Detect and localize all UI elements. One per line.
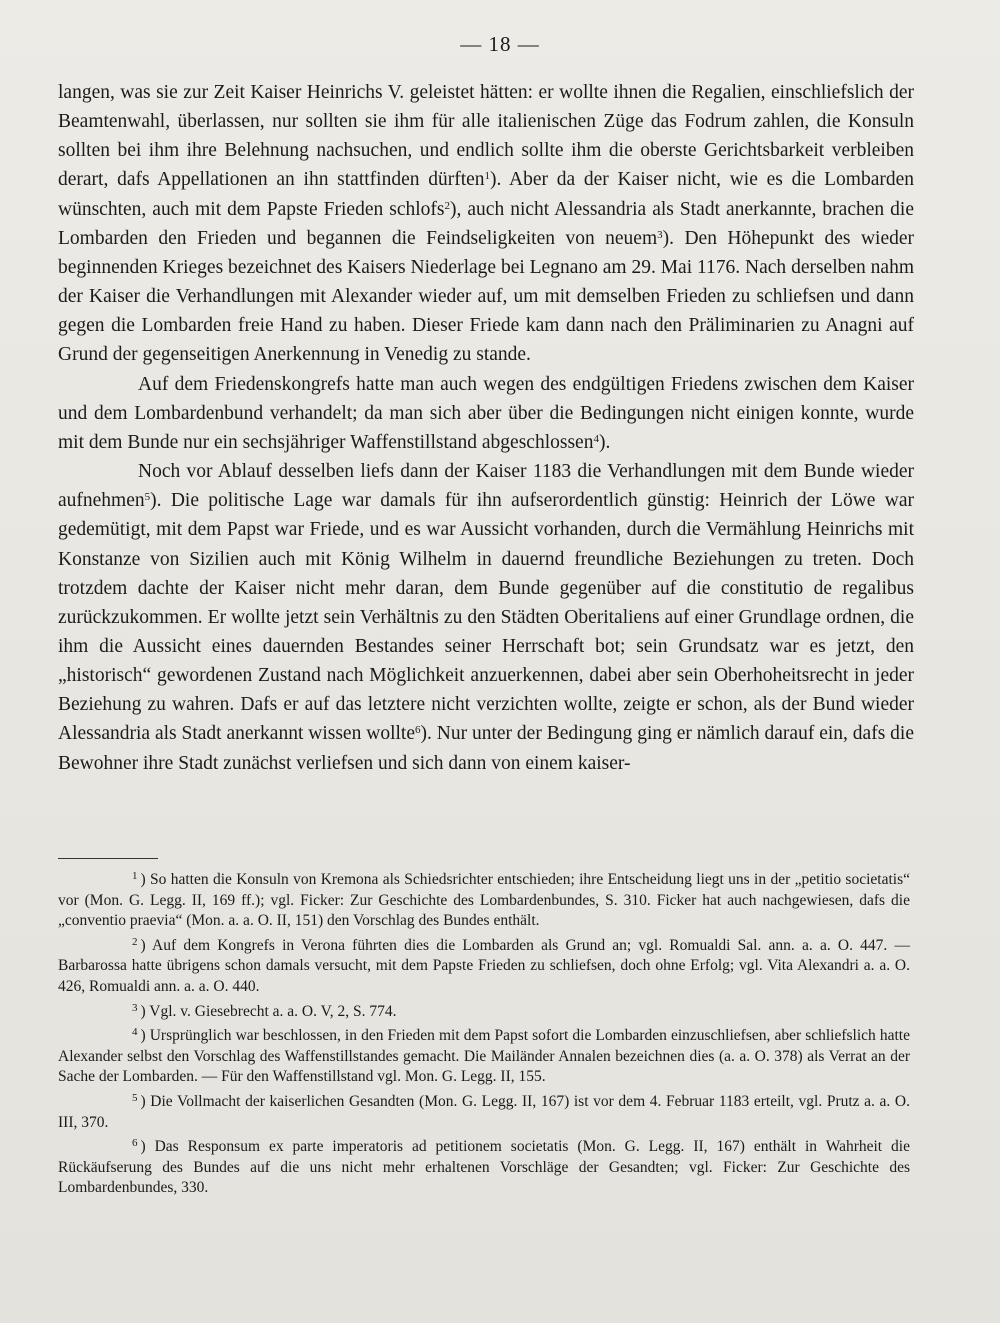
footnote-reference: 2 xyxy=(444,199,450,212)
page-number: — 18 — xyxy=(460,32,540,56)
footnote-reference: 5 xyxy=(144,491,151,504)
footnote-reference: 4 xyxy=(593,432,599,445)
footnote-text: ) Ursprünglich war beschlossen, in den Frieden mit dem Papst sofort die Lombarden einzuschliefsen, aber schliefslich hatte Alexander selbst den Vorschlag des Waffenstillstandes gemacht. Die Mailänder Annalen bezeichnen dies (a. a. O. 378) als Verrat an der Sache der Lombarden. — Für den Waffenstillstand vgl. Mon. G. Legg. II, 155. xyxy=(58,1027,910,1086)
text-run: ). Den Höhepunkt des wieder beginnenden Krieges bezeichnet des Kaisers Niederlage bei Legnano am 29. Mai 1176. Nach derselben nahm der Kaiser die Verhandlungen mit Alexander wieder auf, um mit demselben Frieden zu schliefsen und dann gegen die Lombarden freie Hand zu haben. Dieser Friede kam dann nach den Präliminarien zu Anagni auf Grund der gegenseitigen Anerkennung in Venedig zu stande. xyxy=(58,227,915,366)
text-run: ). xyxy=(598,431,611,453)
footnote-marker: 2 xyxy=(132,935,138,948)
footnote-text: ) Vgl. v. Giesebrecht a. a. O. V, 2, S. 774. xyxy=(140,1002,397,1020)
paragraph xyxy=(58,457,914,778)
text-run: ). Nur unter der Bedingung ging er nämlich darauf ein, dafs die Bewohner ihre Stadt zunächst verliefsen und sich dann von einem kaiser- xyxy=(58,723,914,774)
footnote xyxy=(58,1026,910,1088)
footnote xyxy=(58,1092,910,1133)
footnote-text: ) Auf dem Kongrefs in Verona führten dies die Lombarden als Grund an; vgl. Romualdi Sal. ann. a. a. O. 447. — Barbarossa hatte übrigens schon damals versucht, mit dem Papste Frieden zu schliefsen, doch ohne Erfolg; vgl. Vita Alexandri a. a. O. 426, Romualdi ann. a. a. O. 440. xyxy=(58,936,910,995)
footnote xyxy=(58,870,910,932)
footnote-marker: 4 xyxy=(132,1026,138,1039)
footnote xyxy=(58,1002,910,1023)
text-run: ), auch nicht Alessandria als Stadt anerkannte, brachen die Lombarden den Frieden und begannen die Feindseligkeiten von neuem xyxy=(58,198,914,249)
footnotes-section xyxy=(58,870,910,1203)
footnote-marker: 6 xyxy=(132,1137,138,1150)
text-run: langen, was sie zur Zeit Kaiser Heinrichs V. geleistet hätten: er wollte ihnen die Regalien, einschliefslich der Beamtenwahl, überlassen, nur sollten sie ihm für alle italienischen Züge das Fodrum zahlen, die Konsuln sollten bei ihm ihre Belehnung nachsuchen, und endlich sollte ihm die oberste Gerichtsbarkeit verbleiben derart, dafs Appellationen an ihn stattfinden dürften xyxy=(58,82,914,191)
footnote xyxy=(58,1137,910,1199)
footnote-text: ) So hatten die Konsuln von Kremona als Schiedsrichter entschieden; ihre Entscheidung liegt uns in der „petitio societatis“ vor (Mon. G. Legg. II, 169 ff.); vgl. Ficker: Zur Geschichte des Lombardenbundes, S. 310. Ficker hat auch nachgewiesen, dafs die „conventio praevia“ (Mon. a. a. O. II, 151) den Vorschlag des Bundes enthält. xyxy=(58,871,910,930)
text-run: ). Aber da der Kaiser nicht, wie es die Lombarden wünschten, auch mit dem Papste Frieden schlofs xyxy=(58,169,914,220)
footnote-text: ) Die Vollmacht der kaiserlichen Gesandten (Mon. G. Legg. II, 167) ist vor dem 4. Februar 1183 erteilt, vgl. Prutz a. a. O. III, 370. xyxy=(58,1092,910,1131)
footnote-separator xyxy=(58,858,158,859)
footnote-marker: 3 xyxy=(132,1001,138,1014)
footnote-reference: 1 xyxy=(484,170,491,183)
footnote-marker: 5 xyxy=(132,1091,138,1104)
text-run: Noch vor Ablauf desselben liefs dann der Kaiser 1183 die Verhandlungen mit dem Bunde wieder aufnehmen xyxy=(58,461,914,512)
footnote-reference: 6 xyxy=(414,724,421,737)
paragraph xyxy=(58,370,914,457)
paragraph xyxy=(58,78,914,370)
text-run: ). Die politische Lage war damals für ihn aufserordentlich günstig: Heinrich der Löwe war gedemütigt, mit dem Papst war Friede, und es war Aussicht vorhanden, durch die Vermählung Heinrichs mit Konstanze von Sizilien auch mit König Wilhelm in dauernd freundliche Beziehungen zu treten. Doch trotzdem dachte der Kaiser nicht mehr daran, dem Bunde gegenüber auf die constitutio de regalibus zurückzukommen. Er wollte jetzt sein Verhältnis zu den Städten Oberitaliens auf einer Grundlage ordnen, die ihm die Aussicht eines dauernden Bestandes seiner Herrschaft bot; sein Grundsatz war es jetzt, den „historisch“ gewordenen Zustand nach Möglichkeit anzuerkennen, dabei aber sein Oberhoheitsrecht in jeder Beziehung zu wahren. Dafs er auf das letztere nicht verzichten wollte, zeigte er schon, als der Bund wieder Alessandria als Stadt anerkannt wissen wollte xyxy=(58,490,914,745)
footnote-text: ) Das Responsum ex parte imperatoris ad petitionem societatis (Mon. G. Legg. II, 167) enthält in Wahrheit die Rückäufserung des Bundes auf die uns nicht mehr erhaltenen Vorschläge der Gesandten; vgl. Ficker: Zur Geschichte des Lombardenbundes, 330. xyxy=(58,1138,910,1197)
footnote-reference: 3 xyxy=(657,228,663,241)
footnote xyxy=(58,936,910,998)
main-text xyxy=(58,78,914,778)
footnote-marker: 1 xyxy=(132,870,138,882)
text-run: Auf dem Friedenskongrefs hatte man auch wegen des endgültigen Friedens zwischen dem Kaiser und dem Lombardenbund verhandelt; da man sich aber über die Bedingungen nicht einigen konnte, wurde mit dem Bunde nur ein sechsjähriger Waffenstillstand abgeschlossen xyxy=(58,373,914,453)
